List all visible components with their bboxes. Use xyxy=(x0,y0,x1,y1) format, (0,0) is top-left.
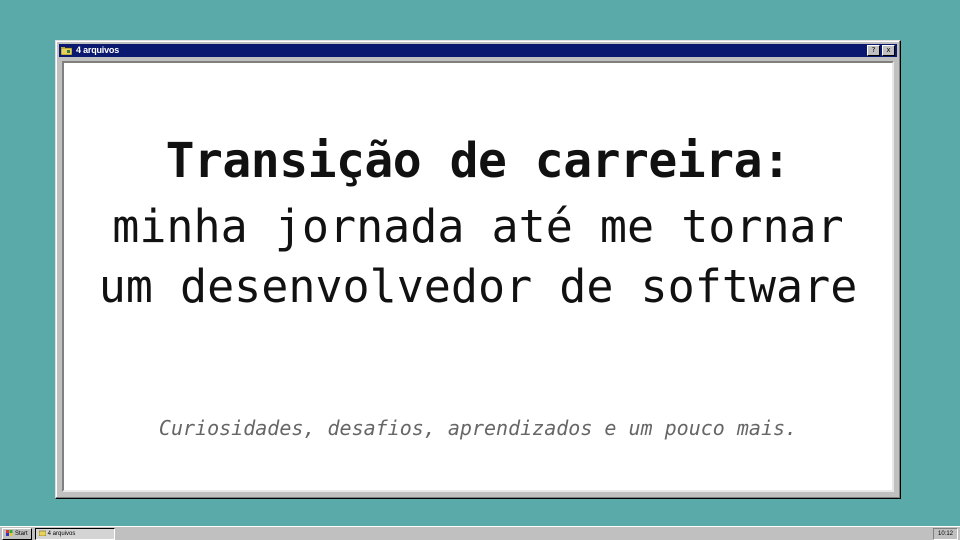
start-label: Start xyxy=(15,530,28,537)
system-clock: 10:12 xyxy=(933,528,958,540)
app-window xyxy=(55,40,901,499)
folder-icon xyxy=(61,46,72,55)
help-button[interactable]: ? xyxy=(867,45,880,56)
windows-logo-icon xyxy=(6,530,13,538)
content-area xyxy=(62,61,894,492)
slide-subtitle: minha jornada até me tornar um desenvolvedor de software xyxy=(98,200,858,313)
close-button[interactable]: x xyxy=(882,45,895,56)
window-title: 4 arquivos xyxy=(76,45,120,55)
taskbar xyxy=(0,526,960,540)
slide-tagline: Curiosidades, desafios, aprendizados e um pouco mais. xyxy=(158,416,798,440)
title-bar[interactable] xyxy=(59,44,897,57)
taskbar-item-4-arquivos[interactable] xyxy=(35,528,115,540)
folder-icon xyxy=(39,530,46,538)
slide-heading: Transição de carreira: xyxy=(165,133,791,189)
taskbar-item-label: 4 arquivos xyxy=(47,530,76,537)
start-button[interactable] xyxy=(2,528,32,540)
